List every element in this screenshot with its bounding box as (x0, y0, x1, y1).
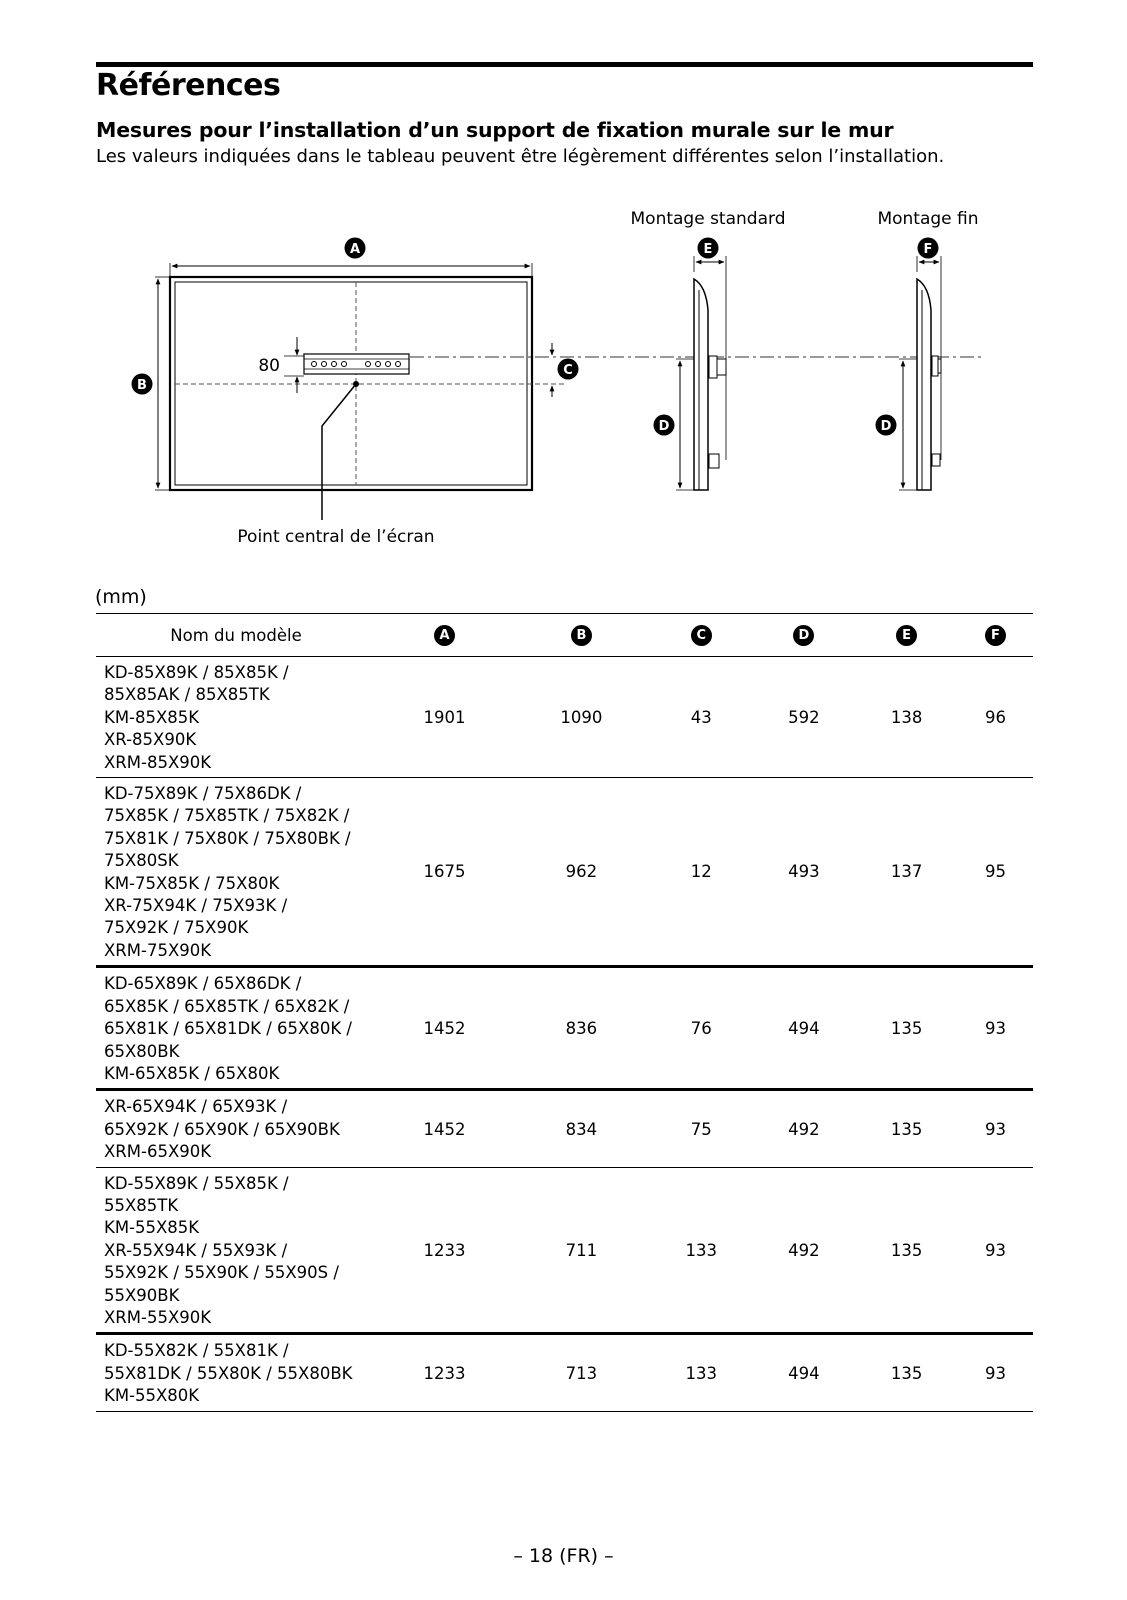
model-name-line: 65X81K / 65X81DK / 65X80K / (104, 1019, 352, 1039)
model-names-cell (96, 967, 376, 1090)
marker-b-diagram: B (137, 378, 147, 393)
model-name-line: 55X81DK / 55X80K / 55X80BK (104, 1363, 353, 1383)
model-names-cell (96, 1090, 376, 1167)
table-row (96, 778, 1033, 967)
marker-a-diagram: A (349, 242, 361, 257)
model-name-line: XR-85X90K (104, 730, 197, 750)
value-b-cell: 834 (513, 1090, 650, 1167)
model-name-line: 55X85TK (104, 1195, 179, 1215)
page-title: Références (96, 68, 281, 103)
value-d-cell: 492 (753, 1090, 856, 1167)
slim-mount-side-view (876, 209, 979, 490)
model-name-line: XRM-75X90K (104, 940, 212, 960)
model-name-line: KD-55X82K / 55X81K / (104, 1341, 289, 1361)
model-name-line: 65X92K / 65X90K / 65X90BK (104, 1119, 340, 1139)
marker-d-standard: D (658, 419, 670, 434)
value-b-cell: 962 (513, 778, 650, 967)
model-name-line: XRM-55X90K (104, 1307, 212, 1327)
model-name-line: KD-85X89K / 85X85K / (104, 663, 289, 682)
value-c-cell: 133 (650, 1334, 753, 1411)
model-name-line: XRM-85X90K (104, 752, 212, 772)
header-f (958, 614, 1033, 657)
value-d-cell: 494 (753, 967, 856, 1090)
dimension-80-label: 80 (258, 356, 280, 376)
wall-mount-diagram (0, 190, 1127, 560)
model-name-line: 65X80BK (104, 1041, 180, 1061)
model-name-line: KM-55X85K (104, 1218, 200, 1238)
value-b-cell: 713 (513, 1334, 650, 1411)
badge-f: F (985, 625, 1006, 646)
dimension-c (527, 343, 579, 397)
value-f-cell: 93 (958, 967, 1033, 1090)
table-row (96, 1167, 1033, 1334)
value-a-cell: 1452 (376, 967, 513, 1090)
value-c-cell: 43 (650, 657, 753, 778)
badge-e: E (896, 625, 917, 646)
value-d-cell: 492 (753, 1167, 856, 1334)
table-row (96, 1334, 1033, 1411)
value-e-cell: 135 (855, 1334, 958, 1411)
badge-c: C (691, 625, 712, 646)
header-e (855, 614, 958, 657)
value-f-cell: 93 (958, 1334, 1033, 1411)
model-name-line: KM-75X85K / 75X80K (104, 873, 280, 893)
marker-f-diagram: F (923, 242, 933, 257)
standard-mount-side-view (631, 209, 786, 490)
value-f-cell: 96 (958, 657, 1033, 778)
badge-a: A (434, 625, 455, 646)
value-e-cell: 137 (855, 778, 958, 967)
value-b-cell: 1090 (513, 657, 650, 778)
marker-e-diagram: E (703, 242, 713, 257)
model-name-line: 55X90BK (104, 1285, 180, 1305)
header-model: Nom du modèle (96, 614, 376, 657)
dimension-80 (258, 337, 304, 393)
badge-d: D (793, 625, 814, 646)
model-name-line: XR-55X94K / 55X93K / (104, 1240, 288, 1260)
model-name-line: KD-75X89K / 75X86DK / (104, 784, 302, 804)
model-names-cell (96, 778, 376, 967)
header-a (376, 614, 513, 657)
value-a-cell: 1675 (376, 778, 513, 967)
header-d (753, 614, 856, 657)
value-f-cell: 95 (958, 778, 1033, 967)
top-rule (96, 62, 1033, 67)
badge-b: B (571, 625, 592, 646)
dimensions-table (96, 613, 1033, 1412)
model-names-cell (96, 657, 376, 778)
value-a-cell: 1452 (376, 1090, 513, 1167)
table-header-row (96, 614, 1033, 657)
table-row (96, 1090, 1033, 1167)
slim-mount-label: Montage fin (877, 209, 979, 229)
value-a-cell: 1901 (376, 657, 513, 778)
section-subtitle: Mesures pour l’installation d’un support de fixation murale sur le mur (96, 118, 894, 142)
value-a-cell: 1233 (376, 1334, 513, 1411)
tv-front-view (170, 277, 532, 490)
model-name-line: XR-75X94K / 75X93K / (104, 896, 288, 916)
model-name-line: KM-85X85K (104, 707, 200, 727)
value-c-cell: 76 (650, 967, 753, 1090)
value-c-cell: 12 (650, 778, 753, 967)
marker-d-slim: D (880, 419, 892, 434)
model-name-line: 55X92K / 55X90K / 55X90S / (104, 1263, 339, 1283)
value-e-cell: 135 (855, 967, 958, 1090)
value-c-cell: 75 (650, 1090, 753, 1167)
model-name-line: 75X81K / 75X80K / 75X80BK / (104, 828, 351, 848)
value-d-cell: 494 (753, 1334, 856, 1411)
center-point-label: Point central de l’écran (237, 527, 435, 547)
model-name-line: KD-65X89K / 65X86DK / (104, 974, 302, 994)
value-e-cell: 138 (855, 657, 958, 778)
model-names-cell (96, 1334, 376, 1411)
mount-bracket (304, 354, 409, 374)
model-name-line: KM-55X80K (104, 1386, 200, 1406)
model-name-line: KM-65X85K / 65X80K (104, 1063, 280, 1083)
table-row (96, 967, 1033, 1090)
value-c-cell: 133 (650, 1167, 753, 1334)
unit-label: (mm) (95, 586, 147, 608)
model-name-line: KD-55X89K / 55X85K / (104, 1173, 289, 1193)
section-note: Les valeurs indiquées dans le tableau peuvent être légèrement différentes selon l’installation. (96, 146, 945, 167)
value-a-cell: 1233 (376, 1167, 513, 1334)
model-name-line: 65X85K / 65X85TK / 65X82K / (104, 996, 350, 1016)
model-name-line: 75X92K / 75X90K (104, 918, 249, 938)
table-body (96, 657, 1033, 1412)
value-b-cell: 711 (513, 1167, 650, 1334)
header-b (513, 614, 650, 657)
value-d-cell: 493 (753, 778, 856, 967)
value-f-cell: 93 (958, 1167, 1033, 1334)
dimension-a (170, 238, 532, 277)
model-name-line: 75X85K / 75X85TK / 75X82K / (104, 806, 350, 826)
dimension-b (132, 277, 170, 490)
value-d-cell: 592 (753, 657, 856, 778)
value-b-cell: 836 (513, 967, 650, 1090)
model-names-cell (96, 1167, 376, 1334)
model-name-line: 85X85AK / 85X85TK (104, 685, 270, 705)
model-name-line: XR-65X94K / 65X93K / (104, 1097, 288, 1117)
page-number: – 18 (FR) – (513, 1545, 614, 1567)
header-c (650, 614, 753, 657)
value-e-cell: 135 (855, 1090, 958, 1167)
value-f-cell: 93 (958, 1090, 1033, 1167)
value-e-cell: 135 (855, 1167, 958, 1334)
table-row (96, 657, 1033, 778)
standard-mount-label: Montage standard (630, 209, 786, 229)
model-name-line: 75X80SK (104, 851, 179, 871)
marker-c-diagram: C (563, 363, 573, 378)
model-name-line: XRM-65X90K (104, 1142, 212, 1162)
center-point-leader (237, 381, 434, 547)
